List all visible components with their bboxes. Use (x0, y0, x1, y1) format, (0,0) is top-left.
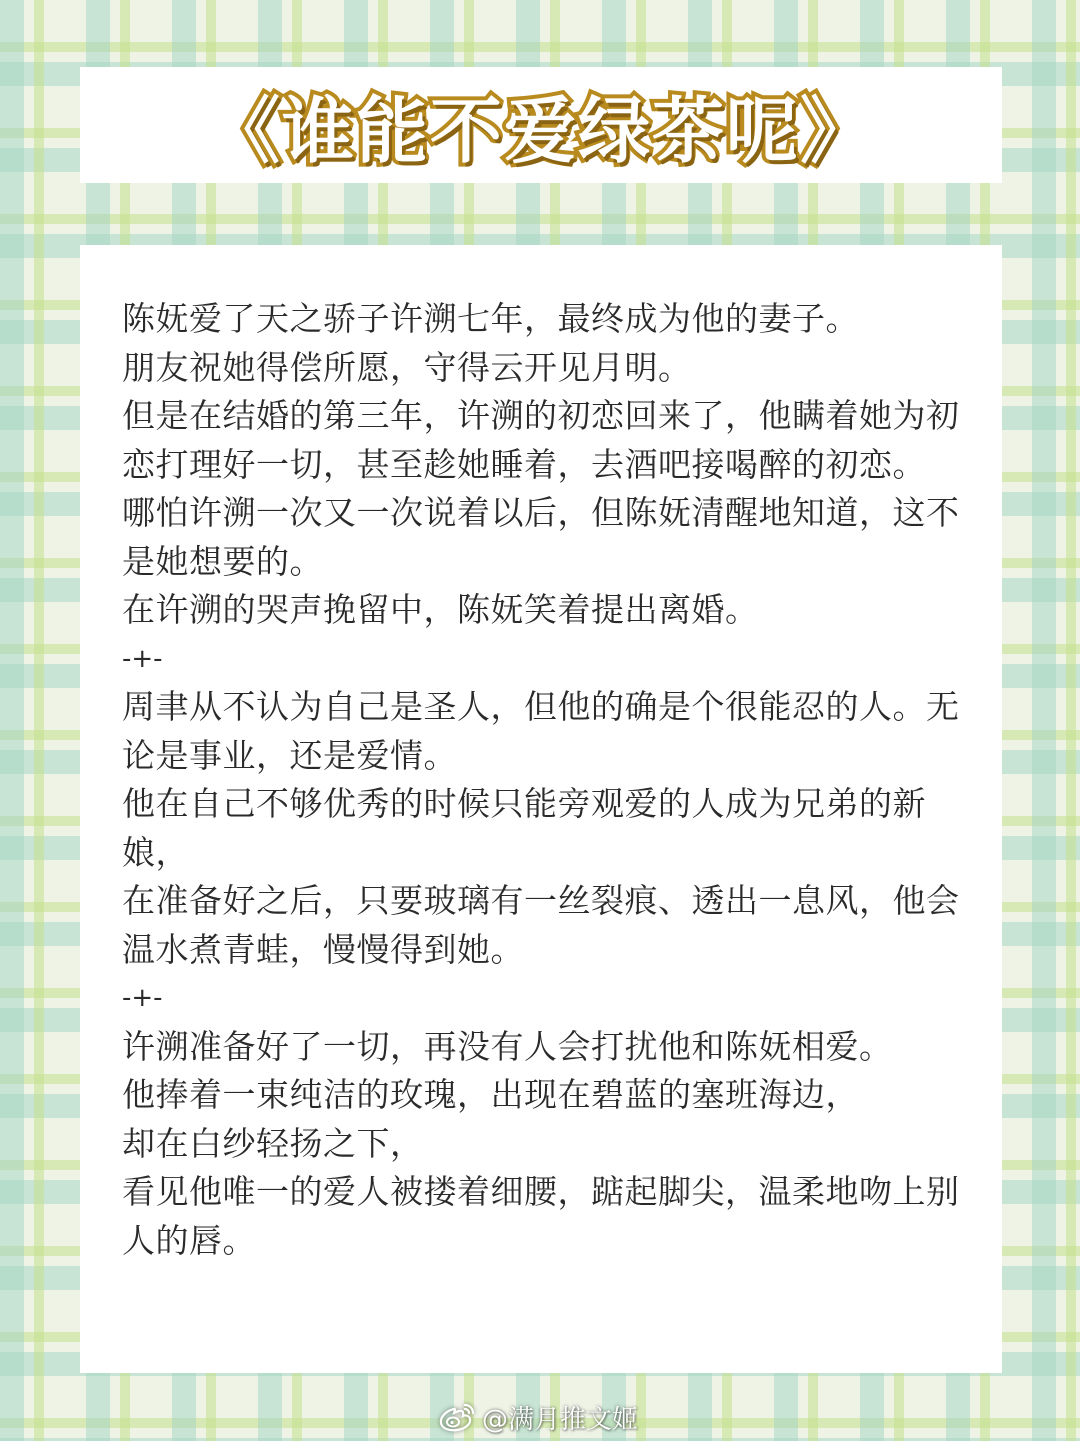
section-separator: -+- (122, 643, 163, 674)
paragraph: 哪怕许溯一次又一次说着以后，但陈妩清醒地知道，这不是她想要的。 (122, 493, 960, 581)
content-card (80, 245, 1002, 1373)
paragraph: 在准备好之后，只要玻璃有一丝裂痕、透出一息风，他会温水煮青蛙，慢慢得到她。 (122, 881, 960, 969)
paragraph: 陈妩爱了天之骄子许溯七年，最终成为他的妻子。 (122, 299, 859, 338)
paragraph: 朋友祝她得偿所愿，守得云开见月明。 (122, 347, 692, 387)
page-title: 《谁能不爱绿茶呢》 (207, 89, 874, 173)
weibo-icon (438, 1401, 476, 1433)
section-separator: -+- (122, 983, 163, 1013)
paragraph: 许溯准备好了一切，再没有人会打扰他和陈妩相爱。 (122, 1026, 893, 1066)
paragraph: 却在白纱轻扬之下， (122, 1123, 424, 1163)
synopsis-text (122, 295, 972, 1265)
paragraph: 他捧着一束纯洁的玫瑰，出现在碧蓝的塞班海边， (122, 1075, 859, 1114)
title-banner (80, 67, 1002, 183)
watermark-text: @满月推文姬 (482, 1404, 639, 1435)
paragraph: 但是在结婚的第三年，许溯的初恋回来了，他瞒着她为初恋打理好一切，甚至趁她睡着，去酒吧接喝醉的初恋。 (122, 396, 960, 484)
paragraph: 周聿从不认为自己是圣人，但他的确是个很能忍的人。无论是事业，还是爱情。 (122, 687, 960, 775)
paragraph: 他在自己不够优秀的时候只能旁观爱的人成为兄弟的新娘， (122, 784, 926, 872)
paragraph: 在许溯的哭声挽留中，陈妩笑着提出离婚。 (122, 590, 759, 629)
watermark (438, 1397, 638, 1437)
paragraph: 看见他唯一的爱人被搂着细腰，踮起脚尖，温柔地吻上别人的唇。 (122, 1172, 960, 1260)
